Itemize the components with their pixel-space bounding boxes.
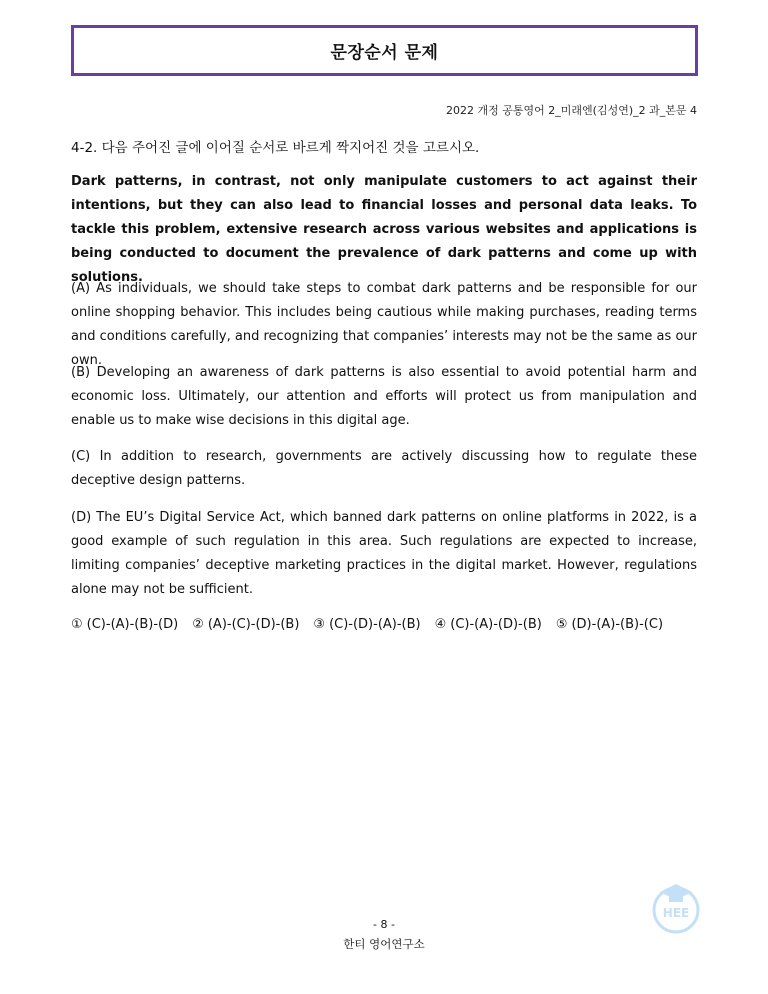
paragraph-b: (B) Developing an awareness of dark patterns is also essential to avoid potential harm and economic loss. Ultimately, our attention and efforts will protect us from manipulation and enable us to make wise decisions in this digital age.	[71, 365, 697, 428]
question-prompt: 4-2. 다음 주어진 글에 이어질 순서로 바르게 짝지어진 것을 고르시오.	[71, 140, 480, 156]
footer-organization: 한티 영어연구소	[343, 937, 425, 951]
source-reference: 2022 개정 공통영어 2_미래엔(김성연)_2 과_본문 4	[446, 104, 697, 117]
choice-3[interactable]	[313, 617, 420, 632]
choice-number: ②	[192, 617, 204, 632]
page-number: - 8 -	[373, 918, 395, 931]
title-box	[71, 25, 698, 76]
paragraph-d: (D) The EU’s Digital Service Act, which banned dark patterns on online platforms in 2022, is a good example of such regulation in this area. Such regulations are expected to increase, limiting companies’ deceptive marketing practices in the digital market. However, regulations alone may not be sufficient.	[71, 510, 697, 597]
choice-number: ③	[313, 617, 326, 632]
choice-text: (D)-(A)-(B)-(C)	[571, 617, 664, 632]
choice-5[interactable]	[556, 617, 663, 632]
paragraph-a: (A) As individuals, we should take steps to combat dark patterns and be responsible for our online shopping behavior. This includes being cautious while making purchases, reading terms and conditions carefully, and recognizing that companies’ interests may not be the same as our own.	[71, 281, 697, 368]
choice-1[interactable]	[71, 617, 178, 632]
choice-number: ⑤	[555, 617, 568, 632]
choice-text: (C)-(A)-(D)-(B)	[450, 617, 542, 632]
answer-choices	[71, 617, 697, 632]
graduation-cap-icon	[660, 884, 692, 902]
hee-logo	[648, 880, 704, 936]
paragraph-c: (C) In addition to research, governments are actively discussing how to regulate these deceptive design patterns.	[71, 449, 697, 488]
choice-text: (A)-(C)-(D)-(B)	[207, 617, 300, 632]
choice-number: ④	[434, 617, 447, 632]
choice-2[interactable]	[192, 617, 299, 632]
choice-text: (C)-(A)-(B)-(D)	[86, 617, 179, 632]
choice-4[interactable]	[435, 617, 542, 632]
logo-text: HEE	[662, 906, 690, 920]
choice-number: ①	[71, 617, 83, 632]
choice-text: (C)-(D)-(A)-(B)	[329, 617, 421, 632]
page-title: 문장순서 문제	[330, 43, 439, 63]
given-passage: Dark patterns, in contrast, not only manipulate customers to act against their intentions, but they can also lead to financial losses and personal data leaks. To tackle this problem, extensive research across various websites and applications is being conducted to document the prevalence of dark patterns and come up with solutions.	[71, 174, 697, 285]
